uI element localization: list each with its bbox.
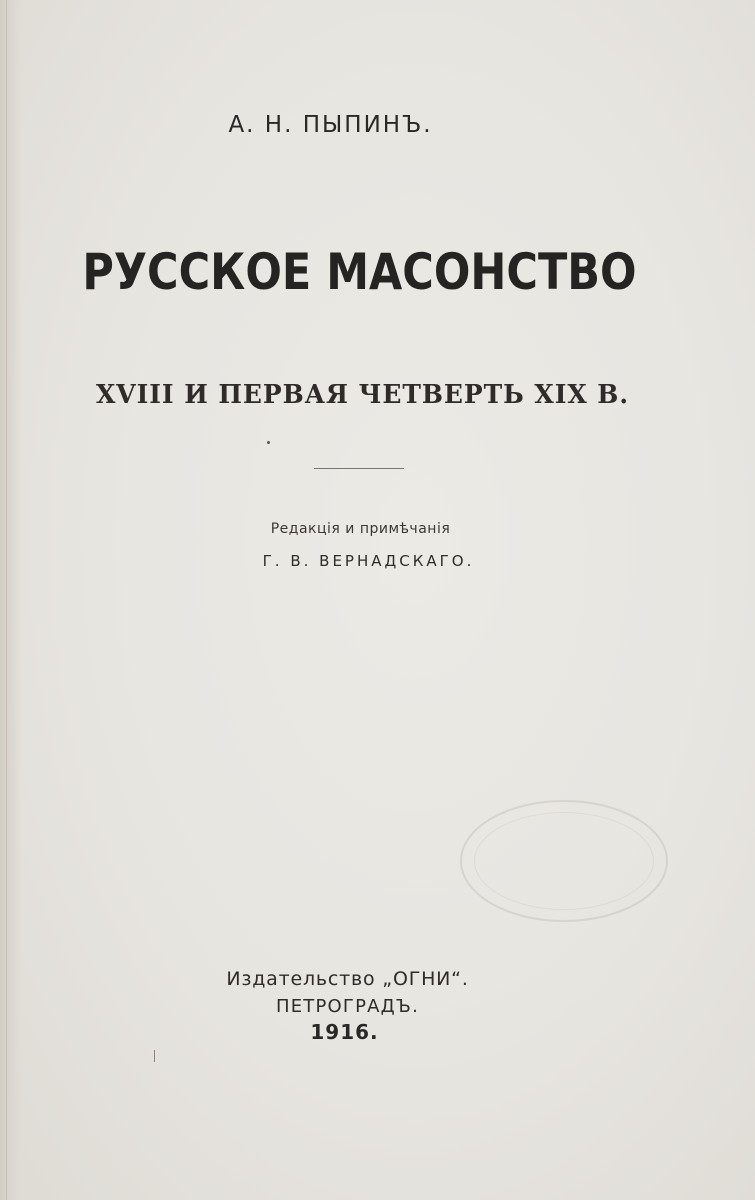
faded-library-stamp [460,800,668,922]
book-subtitle: XVIII И ПЕРВАЯ ЧЕТВЕРТЬ XIX В. [95,380,630,410]
pencil-mark [154,1050,155,1062]
divider-rule [314,468,404,469]
author-name: А. Н. ПЫПИНЪ. [228,112,433,138]
publisher-name: Издательство „ОГНИ“. [226,968,469,990]
book-title: РУССКОЕ МАСОНСТВО [82,243,637,301]
editor-name: Г. В. ВЕРНАДСКАГО. [262,552,475,570]
ink-speck [267,441,270,444]
editor-label: Редакція и примѣчанія [270,521,451,537]
publication-year: 1916. [310,1020,379,1044]
publication-city: ПЕТРОГРАДЪ. [275,996,420,1017]
